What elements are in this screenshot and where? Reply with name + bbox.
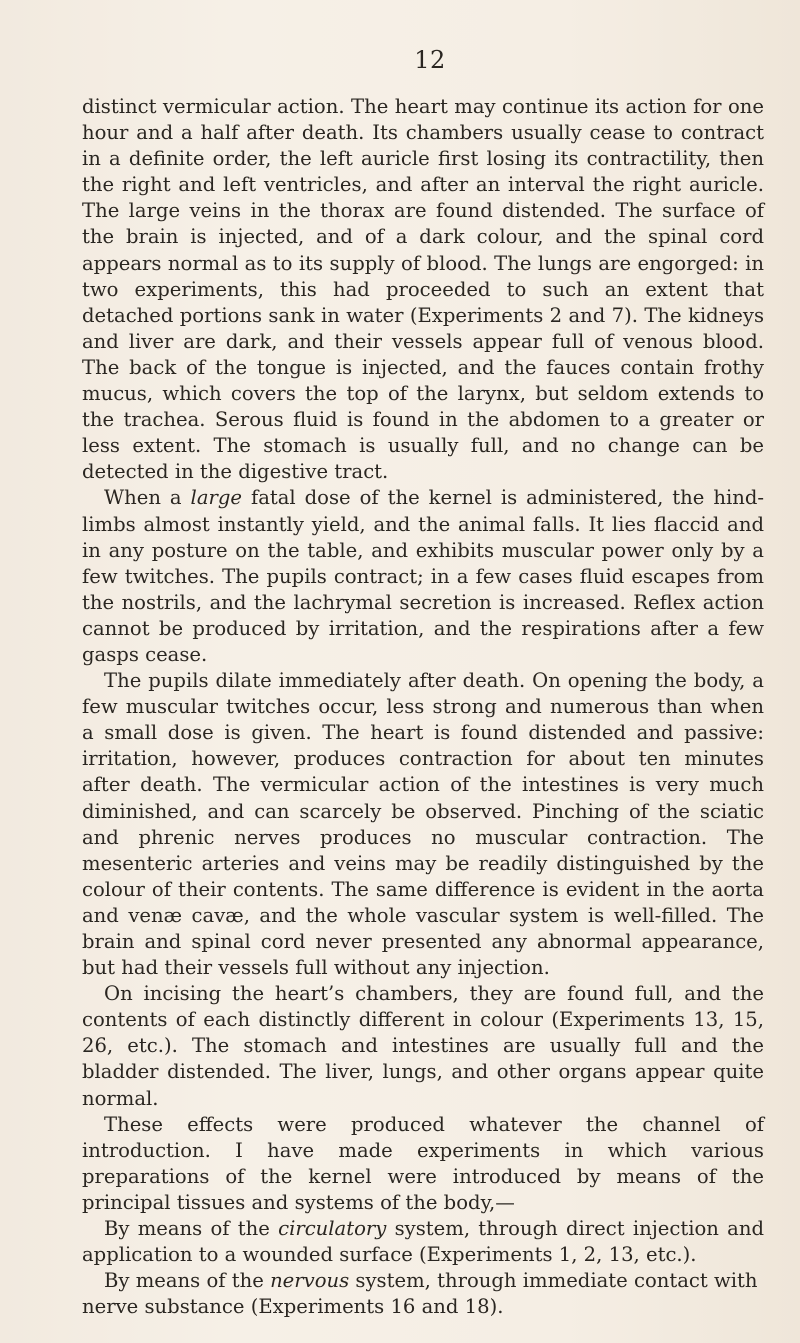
text-run: distinct vermicular action. The heart may continue its action for one hour and a half after death. Its chambers usually cease to contract in a definite order, the left auricle first losing its contractility, then the right and left ventricles, and after an interval the right auricle. The large veins in the thorax are found distended. The surface of the brain is injected, and of a dark colour, and the spinal cord appears normal as to its supply of blood. The lungs are engorged: in two experiments, this had proceeded to such an extent that detached portions sank in water (Experiments 2 and 7). The kidneys and liver are dark, and their vessels appear full of venous blood. The back of the tongue is injected, and the fauces contain frothy mucus, which covers the top of the larynx, but seldom extends to the trachea. Serous fluid is found in the abdomen to a greater or less extent. The stomach is usually full, and no change can be detected in the digestive tract.: [82, 95, 764, 484]
text-run: By means of the: [104, 1269, 271, 1293]
paragraph-post-mortem-large-dose: [82, 668, 764, 981]
text-run: On incising the heart’s chambers, they are found full, and the contents of each distinctly different in colour (Experiments 13, 15, 26, etc.). The stomach and intestines are usually full and the bladder distended. The liver, lungs, and other organs appear quite normal.: [82, 982, 764, 1110]
text-run: system, through immediate contact with nerve substance (Experiments 16 and 18).: [82, 1269, 758, 1319]
italic-text-run: large: [190, 486, 242, 510]
page-number: 12: [414, 46, 446, 74]
paragraph-nervous-system: [82, 1268, 764, 1320]
text-run: These effects were produced whatever the channel of introduction. I have made experiments in which various preparations of the kernel were introduced by means of the principal tissues and systems of the body,—: [82, 1112, 764, 1214]
paragraph-heart-chambers: [82, 981, 764, 1111]
text-run: By means of the: [104, 1217, 279, 1241]
paragraph-large-dose: [82, 485, 764, 668]
paragraph-post-mortem-small-dose: [82, 94, 764, 485]
text-run: system, through direct injection and application to a wounded surface (Experiments 1, 2, 13, etc.).: [82, 1217, 764, 1267]
italic-text-run: nervous: [270, 1269, 350, 1293]
text-run: The pupils dilate immediately after death. On opening the body, a few muscular twitches occur, less strong and numerous than when a small dose is given. The heart is found distended and passive: irritation, however, produces contraction for about ten minutes after death. The vermicular action of the intestines is very much diminished, and can scarcely be observed. Pinching of the sciatic and phrenic nerves produces no muscular contraction. The mesenteric arteries and veins may be readily distinguished by the colour of their contents. The same difference is evident in the aorta and venæ cavæ, and the whole vascular system is well-filled. The brain and spinal cord never presented any abnormal appearance, but had their vessels full without any injection.: [82, 669, 764, 980]
paragraph-circulatory-system: [82, 1216, 764, 1268]
body-text: [82, 94, 764, 1320]
text-run: fatal dose of the kernel is administered, the hind-limbs almost instantly yield, and the animal falls. It lies flaccid and in any posture on the table, and exhibits muscular power only by a few twitches. The pupils contract; in a few cases fluid escapes from the nostrils, and the lachrymal secretion is increased. Reflex action cannot be produced by irritation, and the respirations after a few gasps cease.: [82, 486, 764, 666]
text-run: When a: [104, 486, 191, 510]
paragraph-channels-of-introduction: [82, 1112, 764, 1216]
italic-text-run: circulatory: [278, 1217, 387, 1241]
